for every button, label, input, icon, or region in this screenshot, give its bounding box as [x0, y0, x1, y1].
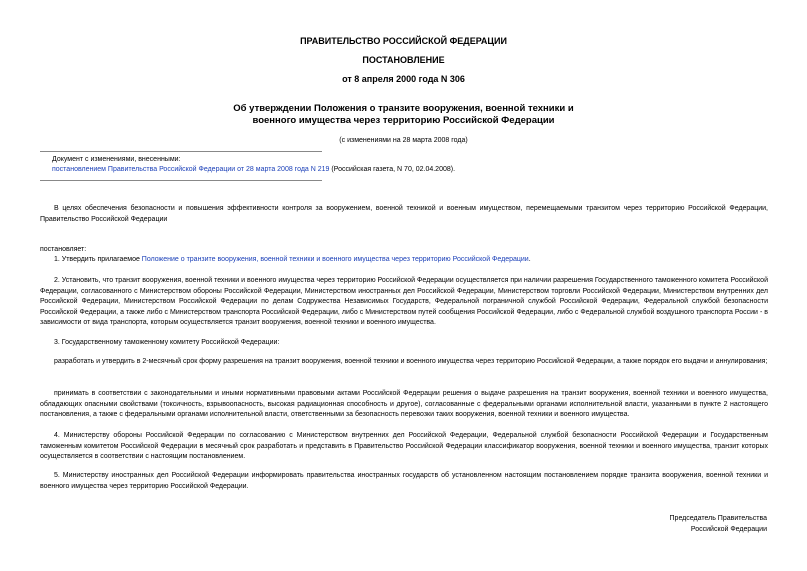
amendments-note: (с изменениями на 28 марта 2008 года): [339, 137, 468, 144]
intro-paragraph: В целях обеспечения безопасности и повышения эффективности контроля за вооружением, военной техникой и военным имуществом, перемещаемыми транзитом через территорию Российской Федерации, Правительство Российской Федерации: [40, 205, 768, 223]
paragraph-5: 5. Министерству иностранных дел Российской Федерации информировать правительства иностранных государств об установленном настоящим постановлением порядке транзита вооружения, военной техники и военного имущества через территорию Российской Федерации.: [40, 472, 768, 490]
note-top-rule: [40, 151, 322, 152]
signature-org: Российской Федерации: [690, 526, 767, 533]
amendment-source: (Российская газета, N 70, 02.04.2008).: [329, 166, 456, 173]
paragraph-3b: принимать в соответствии с законодательными и иными нормативными правовыми актами Российской Федерации решения о выдаче разрешения на транзит вооружения, военной техники и военного имущества, обладающих опасными свойствами (токсичность, взрывоопасность, высокая радиационная способность и другое), согласованные с федеральными органами исполнительной власти, указанными в пункте 2 настоящего постановления, а также с федеральными органами исполнительной власти, ответственными за безопасность перевозки таких вооружения, военной техники и военного имущества.: [40, 390, 768, 419]
note-amendment: [52, 165, 455, 175]
document-date-number: от 8 апреля 2000 года N 306: [342, 74, 465, 84]
paragraph-3a: разработать и утвердить в 2-месячный срок форму разрешения на транзит вооружения, военной техники и военного имущества через территорию Российской Федерации, а также порядок его выдачи и аннулирования;: [54, 358, 768, 365]
paragraph-1: [40, 255, 768, 266]
paragraph-3: 3. Государственному таможенному комитету Российской Федерации:: [54, 339, 280, 346]
amendment-link[interactable]: постановлением Правительства Российской Федерации от 28 марта 2008 года N 219: [52, 166, 330, 173]
signature-title: Председатель Правительства: [669, 515, 767, 522]
regulation-link[interactable]: Положение о транзите вооружения, военной техники и военного имущества через территорию Российской Федерации: [141, 256, 529, 263]
note-bottom-rule: [40, 180, 322, 181]
paragraph-1-suffix: .: [528, 256, 531, 263]
resolves-line: постановляет:: [40, 246, 87, 253]
paragraph-2: 2. Установить, что транзит вооружения, военной техники и военного имущества через территорию Российской Федерации осуществляется при наличии разрешения Государственного таможенного комитета Российской Федерации, согласованного с Министерством обороны Российской Федерации, Министерством иностранных дел Российской Федерации, Министерством торговли Российской Федерации, Министерством внутренних дел Российской Федерации, Министерством Российской Федерации по делам Содружества Независимых Государств, Федеральной пограничной службой Российской Федерации, Федеральной службой безопасности Российской Федерации, а также либо с Министерством транспорта Российской Федерации, либо с Министерством путей сообщения Российской Федерации, либо с Федеральной службой воздушного транспорта России - в зависимости от вида транспорта, которым осуществляется транзит вооружения, военной техники и военного имущества.: [40, 277, 768, 327]
document-title-line-2: военного имущества через территорию Российской Федерации: [252, 115, 555, 126]
paragraph-1-prefix: 1. Утвердить прилагаемое: [54, 256, 142, 263]
note-heading: Документ с изменениями, внесенными:: [52, 156, 181, 163]
government-name: ПРАВИТЕЛЬСТВО РОССИЙСКОЙ ФЕДЕРАЦИИ: [300, 36, 507, 46]
paragraph-4: 4. Министерству обороны Российской Федерации по согласованию с Министерством внутренних дел Российской Федерации, Федеральной службой безопасности Российской Федерации и Государственным таможенным комитетом Российской Федерации в месячный срок разработать и представить в Правительство Российской Федерации классификатор вооружения, военной техники и военного имущества, транзит которых осуществляется в соответствии с настоящим постановлением.: [40, 432, 768, 461]
document-type: ПОСТАНОВЛЕНИЕ: [362, 55, 445, 65]
document-title-line-1: Об утверждении Положения о транзите вооружения, военной техники и: [233, 103, 574, 114]
